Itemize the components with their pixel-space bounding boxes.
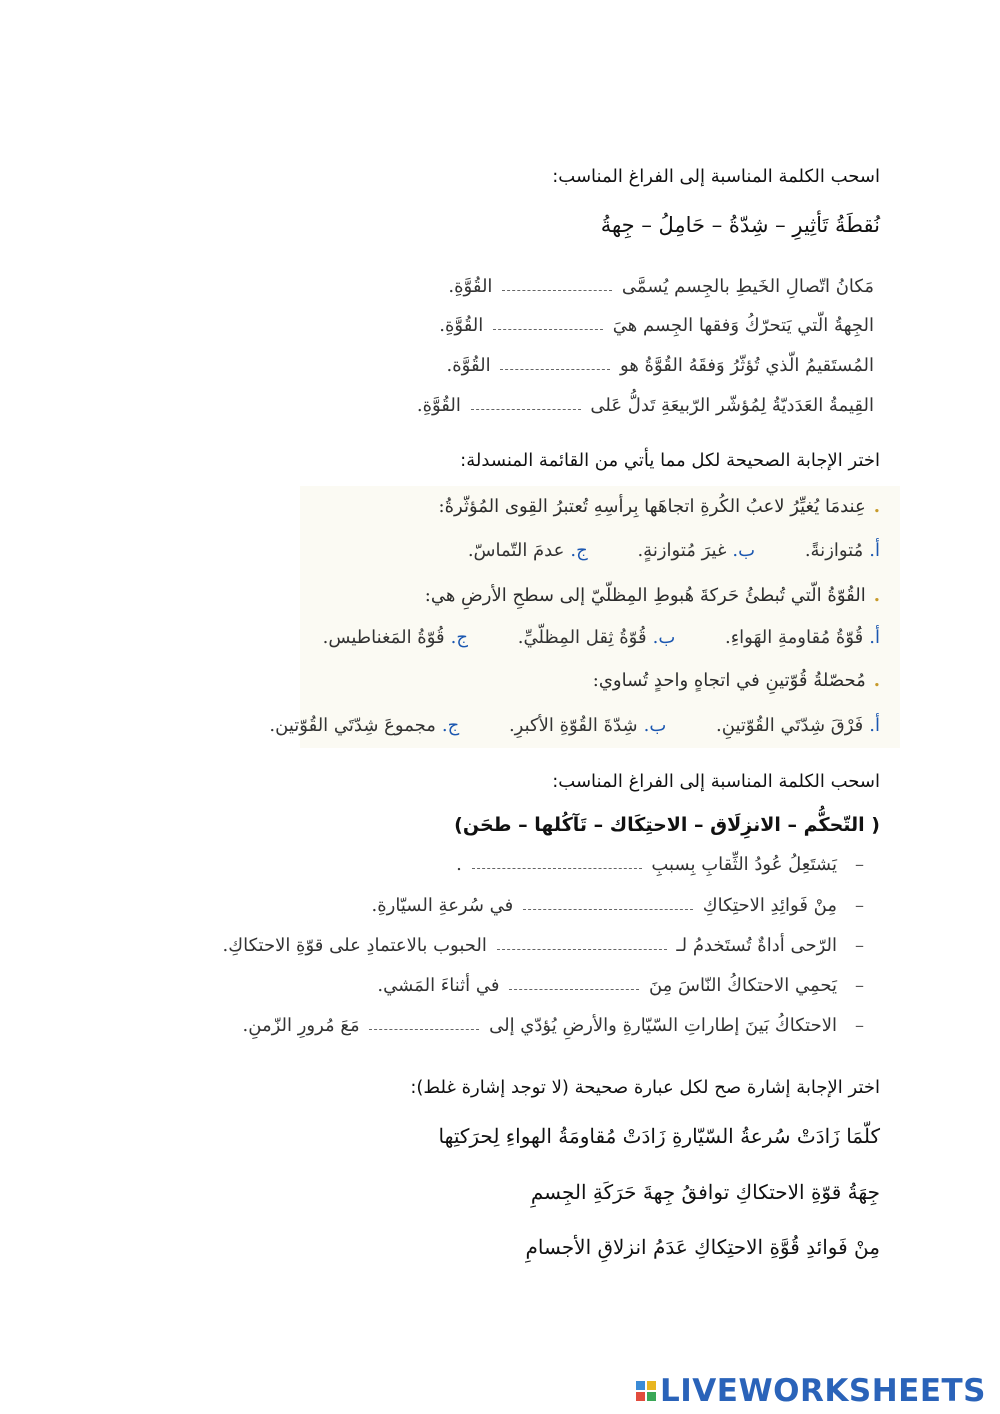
sentence-before: مَكانُ اتّصالِ الخَيطِ بالجِسم يُسمَّى bbox=[621, 276, 874, 297]
option-letter: ج. bbox=[450, 627, 468, 648]
section4-instruction: اختر الإجابة إشارة صح لكل عبارة صحيحة (لا توجد إشارة غلط): bbox=[410, 1077, 880, 1098]
question-text: عِندمَا يُغيِّرُ لاعبُ الكُرةِ اتجاهَها بِرأسِهِ تُعتبرُ القِوى المُؤثّرةُ: bbox=[438, 496, 866, 517]
answer-blank[interactable] bbox=[502, 284, 612, 291]
option-a[interactable] bbox=[716, 715, 880, 736]
sentence-before: القِيمةُ العَدَديّةُ لِمُؤشّر الرّبيعَةِ تَدلُّ عَلى bbox=[590, 395, 874, 416]
answer-blank[interactable] bbox=[493, 323, 603, 330]
sentence-before: الرّحى أداةٌ تُستَخدمُ لـ bbox=[676, 935, 837, 956]
sentence-before: مِنْ فَوائِدِ الاحتِكاكِ bbox=[702, 895, 837, 916]
option-text: مجموعَ شِدّتَي القُوّتين. bbox=[269, 715, 436, 736]
logo-square bbox=[647, 1381, 656, 1390]
section1-word-bank: نُقطَةُ تَأثِيرِ – شِدّةُ – حَامِلُ – جِهةُ bbox=[600, 213, 880, 237]
sentence-before: يَحمِي الاحتكاكُ النّاسَ مِنَ bbox=[648, 975, 837, 996]
option-c[interactable] bbox=[468, 540, 588, 561]
section1-sentence bbox=[448, 276, 874, 297]
mcq-options[interactable] bbox=[279, 627, 880, 648]
mcq-question bbox=[593, 670, 880, 691]
option-a[interactable] bbox=[805, 540, 880, 561]
option-letter: ب. bbox=[643, 715, 667, 736]
option-a[interactable] bbox=[725, 627, 880, 648]
mcq-question bbox=[439, 496, 880, 517]
option-b[interactable] bbox=[509, 715, 666, 736]
section3-sentence bbox=[372, 895, 864, 916]
section1-sentence bbox=[447, 355, 874, 376]
sentence-after: القُوَّةِ. bbox=[448, 276, 493, 297]
option-letter: ج. bbox=[441, 715, 460, 736]
answer-blank[interactable] bbox=[523, 903, 693, 910]
logo-square bbox=[647, 1392, 656, 1401]
question-text: القُوّةُ الّتي تُبطئُ حَركةَ هُبوطِ المِظلّيّ إلى سطحِ الأرضِ هي: bbox=[424, 585, 866, 606]
section3-word-bank: ( التّحكُّم – الانزِلَاق – الاحتِكَاك – تَآكُلها – طحَن) bbox=[454, 814, 880, 836]
sentence-after: في سُرعةِ السيّارةِ. bbox=[371, 895, 514, 916]
section3-instruction: اسحب الكلمة المناسبة إلى الفراغ المناسب: bbox=[552, 771, 880, 792]
section2-instruction: اختر الإجابة الصحيحة لكل مما يأتي من القائمة المنسدلة: bbox=[460, 450, 880, 471]
mcq-panel bbox=[300, 486, 900, 748]
section3-sentence bbox=[456, 854, 864, 875]
option-text: قُوّةُ ثِقل المِظلّيِّ. bbox=[517, 627, 647, 648]
option-letter: ب. bbox=[732, 540, 756, 561]
answer-blank[interactable] bbox=[471, 403, 581, 410]
sentence-after: القُوَّةِ. bbox=[439, 315, 484, 336]
question-number: . bbox=[873, 585, 880, 606]
option-letter: أ. bbox=[869, 540, 880, 561]
answer-blank[interactable] bbox=[472, 862, 642, 869]
option-letter: أ. bbox=[869, 627, 880, 648]
option-letter: أ. bbox=[869, 715, 880, 736]
option-text: قُوّةُ المَغناطيس. bbox=[322, 627, 445, 648]
logo-mark-icon bbox=[636, 1381, 656, 1401]
logo-text: LIVEWORKSHEETS bbox=[660, 1373, 986, 1409]
option-text: عدمَ التّماسّ. bbox=[467, 540, 565, 561]
sentence-after: القُوَّة. bbox=[446, 355, 491, 376]
option-text: غيرَ مُتوازنةٍ. bbox=[637, 540, 727, 561]
sentence-after: الحبوب بالاعتمادِ على قوّةِ الاحتكاكِ. bbox=[222, 935, 487, 956]
section1-sentence bbox=[417, 395, 874, 416]
option-letter: ج. bbox=[570, 540, 588, 561]
liveworksheets-logo bbox=[636, 1373, 986, 1409]
option-text: قُوّةُ مُقاومةِ الهَواءِ. bbox=[725, 627, 864, 648]
option-text: فَرْقَ شِدّتَي القُوّتينِ. bbox=[716, 715, 864, 736]
section3-sentence bbox=[377, 975, 864, 996]
answer-blank[interactable] bbox=[509, 983, 639, 990]
sentence-before: الجِهةُ الّتي يَتحرّكُ وَفقها الجِسم هيَ bbox=[612, 315, 874, 336]
sentence-before: يَشتَعِلُ عُودُ الثِّقابِ بِسببِ bbox=[651, 854, 837, 875]
sentence-before: المُستَقيمُ الّذي تُؤثّرُ وَفقَهُ القُوَّةُ هو bbox=[620, 355, 874, 376]
option-b[interactable] bbox=[637, 540, 755, 561]
mcq-options[interactable] bbox=[269, 715, 880, 736]
bullet-dash: – bbox=[855, 854, 864, 875]
true-false-statement[interactable]: جِهَةُ قوّةِ الاحتكاكِ توافقُ جِهةَ حَرَكَةِ الجِسمِ bbox=[530, 1180, 880, 1204]
sentence-after: القُوَّةِ. bbox=[416, 395, 461, 416]
option-text: مُتوازنةً. bbox=[804, 540, 864, 561]
bullet-dash: – bbox=[855, 935, 864, 956]
option-c[interactable] bbox=[269, 715, 459, 736]
logo-square bbox=[636, 1381, 645, 1390]
question-number: . bbox=[873, 670, 880, 691]
logo-square bbox=[636, 1392, 645, 1401]
sentence-after: . bbox=[456, 854, 462, 875]
sentence-before: الاحتكاكُ بَينَ إطاراتِ السّيّارةِ والأرضِ يُؤدّي إلى bbox=[489, 1015, 837, 1036]
true-false-statement[interactable]: مِنْ فَوائدِ قُوَّةِ الاحتِكاكِ عَدَمُ انزلاقِ الأجسامِ bbox=[525, 1235, 880, 1259]
answer-blank[interactable] bbox=[500, 363, 610, 370]
mcq-options[interactable] bbox=[424, 540, 880, 561]
answer-blank[interactable] bbox=[497, 943, 667, 950]
option-c[interactable] bbox=[323, 627, 468, 648]
true-false-statement[interactable]: كلّمَا زَادَتْ سُرعةُ السّيّارةِ زَادَتْ مُقاومَةُ الهواءِ لِحرَكتِها bbox=[438, 1124, 880, 1148]
option-letter: ب. bbox=[652, 627, 676, 648]
option-text: شِدّةَ القُوّةِ الأكبرِ. bbox=[508, 715, 638, 736]
section3-sentence bbox=[223, 935, 864, 956]
mcq-question bbox=[425, 585, 880, 606]
section3-sentence bbox=[243, 1015, 864, 1036]
answer-blank[interactable] bbox=[369, 1023, 479, 1030]
option-b[interactable] bbox=[518, 627, 676, 648]
section1-instruction: اسحب الكلمة المناسبة إلى الفراغ المناسب: bbox=[552, 166, 880, 187]
bullet-dash: – bbox=[855, 975, 864, 996]
bullet-dash: – bbox=[855, 1015, 864, 1036]
sentence-after: مَعَ مُرورِ الزّمنِ. bbox=[242, 1015, 360, 1036]
section1-sentence bbox=[439, 315, 874, 336]
question-number: . bbox=[873, 496, 880, 517]
question-text: مُحصّلةُ قُوّتينِ في اتجاهٍ واحدٍ تُساوي: bbox=[592, 670, 866, 691]
sentence-after: في أثناءَ المَشي. bbox=[377, 975, 500, 996]
bullet-dash: – bbox=[855, 895, 864, 916]
